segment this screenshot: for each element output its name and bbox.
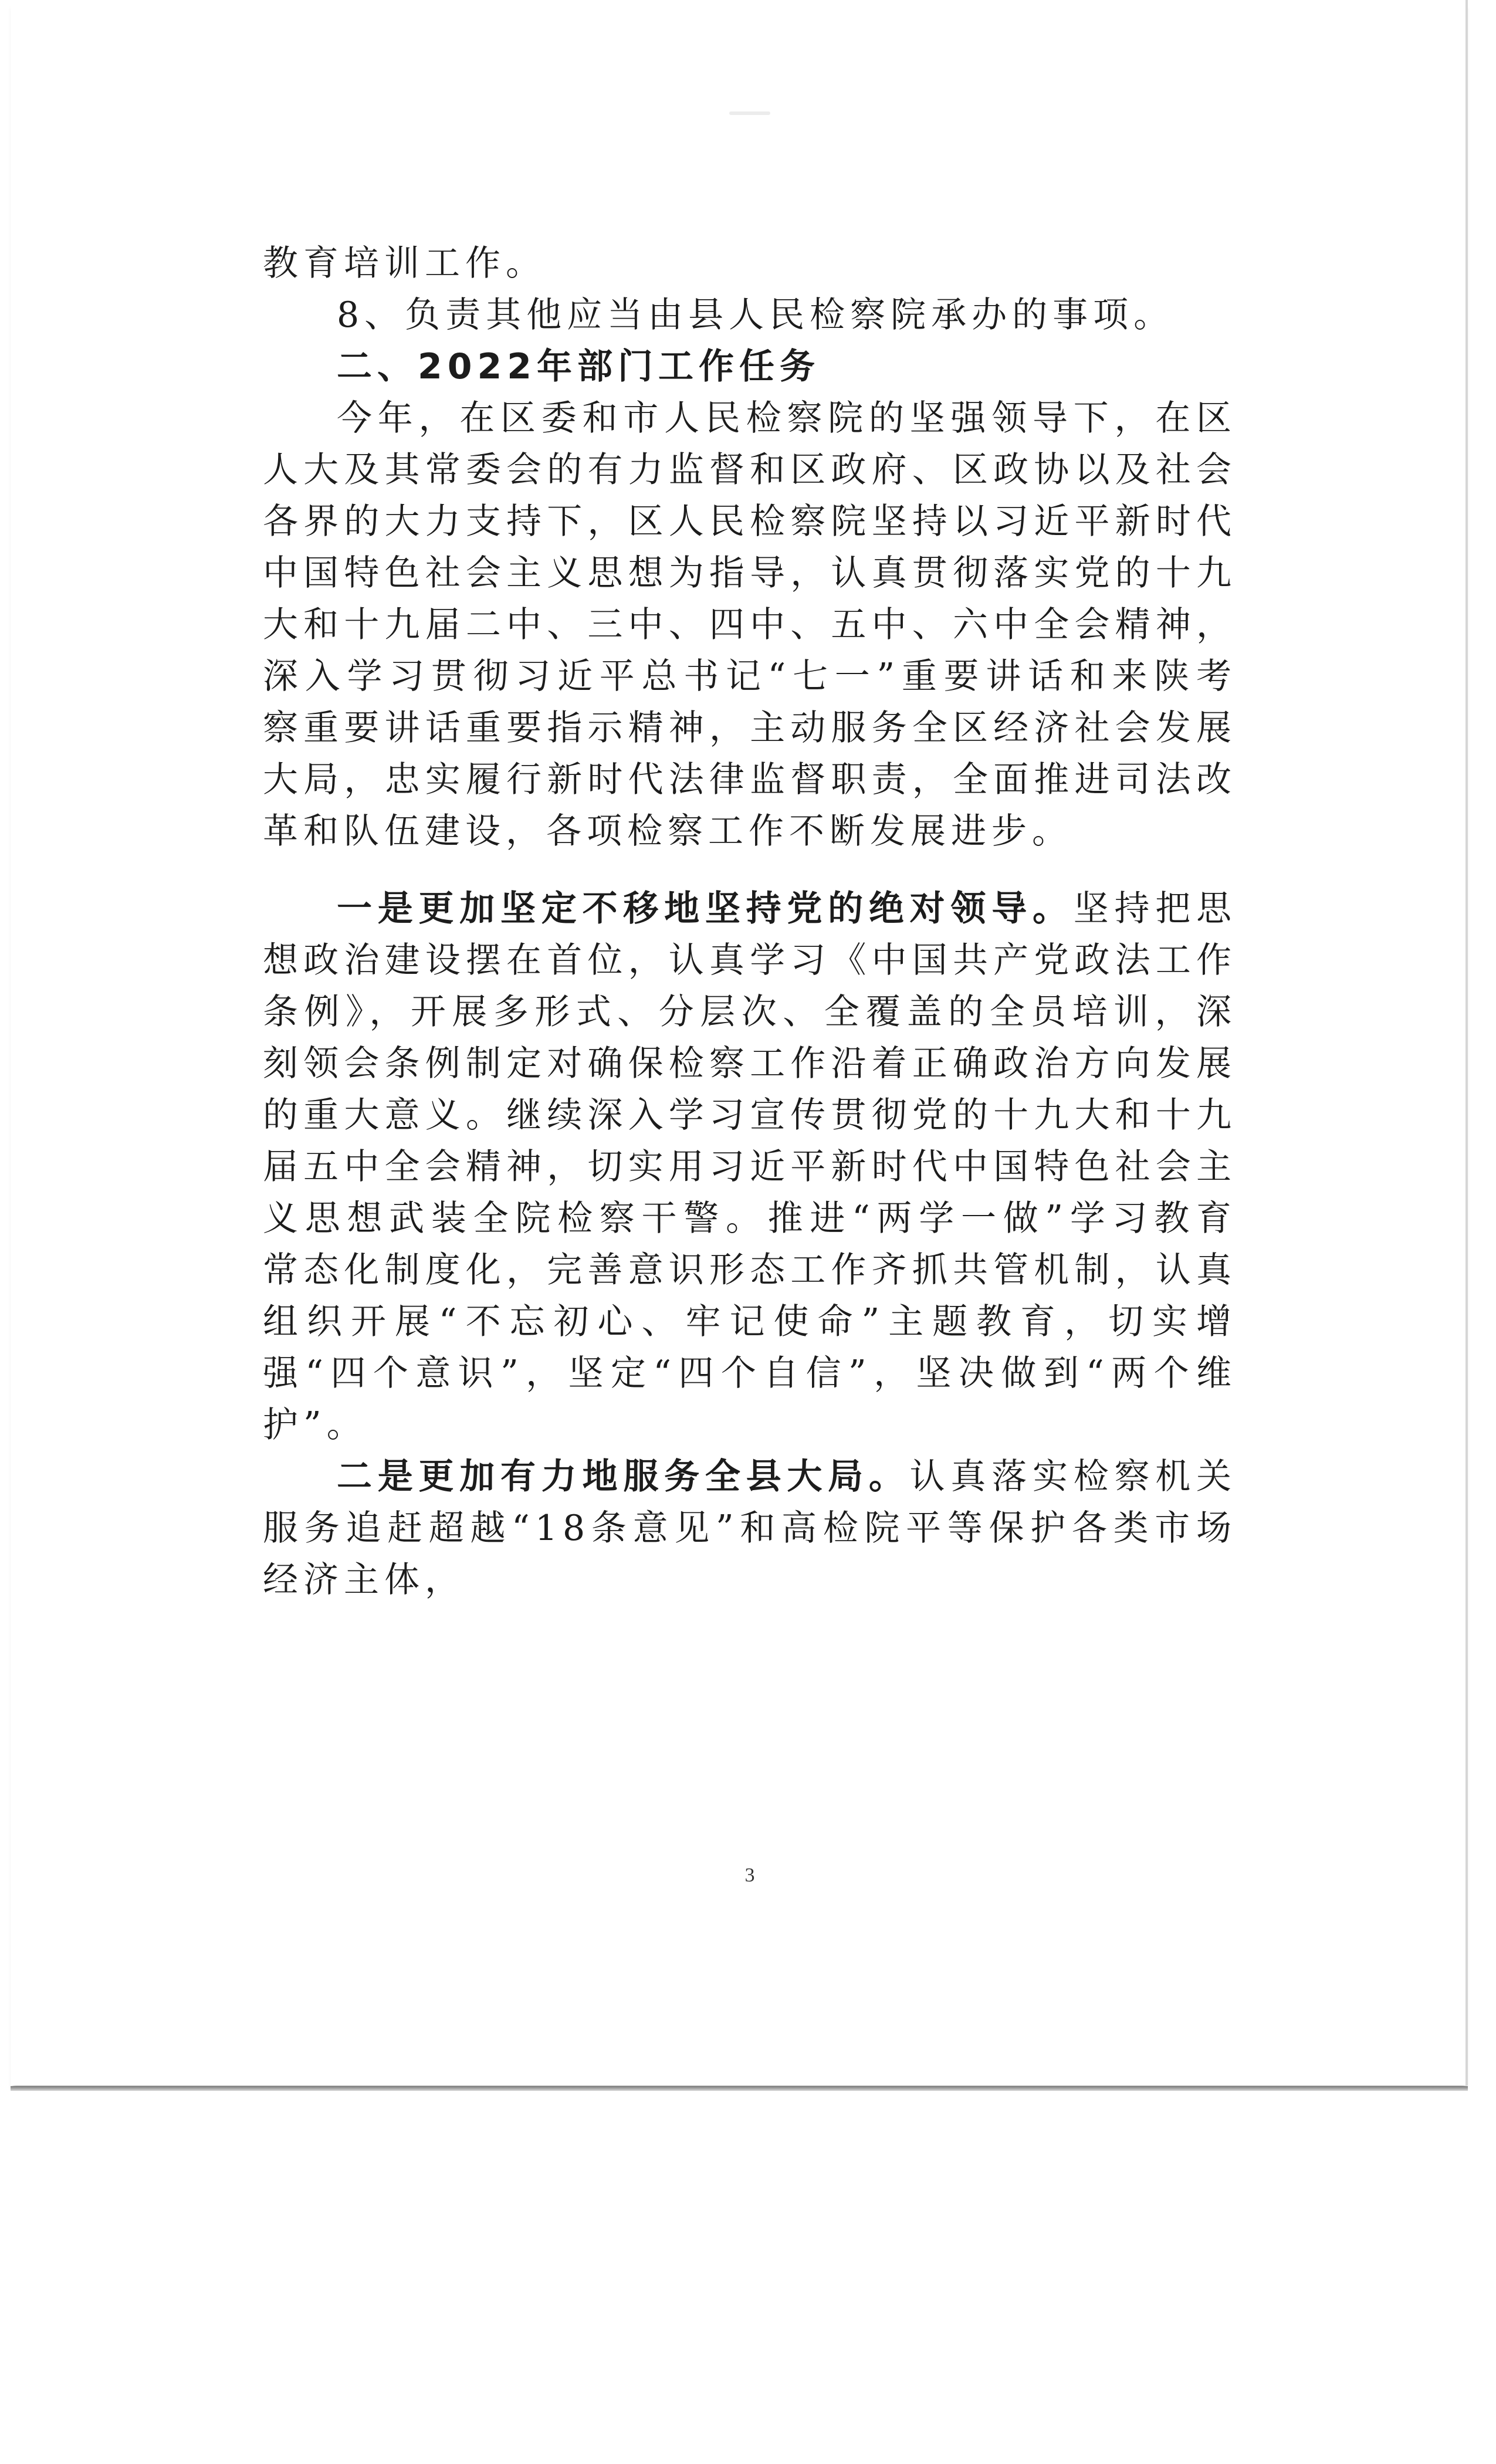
paragraph-item-8 xyxy=(263,289,1237,341)
paragraph-intro xyxy=(263,392,1237,857)
paragraph-text: 认真落实检察机关服务追赶超越“18条意见”和高检院平等保护各类市场经济主体， xyxy=(263,1456,1237,1600)
paragraph-point-1 xyxy=(263,883,1237,1451)
section-heading-text: 二、2022年部门工作任务 xyxy=(337,346,820,387)
document-body xyxy=(263,238,1237,1606)
blank-background xyxy=(0,2091,1496,2464)
document-page xyxy=(11,0,1468,2086)
paragraph-text: 教育培训工作。 xyxy=(263,243,546,284)
paragraph-continuation xyxy=(263,238,1237,289)
page-edge-shadow xyxy=(11,2086,1468,2091)
scan-artifact xyxy=(729,111,770,115)
paragraph-lead: 二是更加有力地服务全县大局。 xyxy=(337,1456,910,1497)
paragraph-text: 今年，在区委和市人民检察院的坚强领导下，在区人大及其常委会的有力监督和区政府、区政协以及社会各界的大力支持下，区人民检察院坚持以习近平新时代中国特色社会主义思想为指导，认真贯彻落实党的十九大和十九届二中、三中、四中、五中、六中全会精神，深入学习贯彻习近平总书记“七一”重要讲话和来陕考察重要讲话重要指示精神，主动服务全区经济社会发展大局，忠实履行新时代法律监督职责，全面推进司法改革和队伍建设，各项检察工作不断发展进步。 xyxy=(263,398,1237,852)
page-number: 3 xyxy=(744,1864,755,1886)
paragraph-text: 坚持把思想政治建设摆在首位，认真学习《中国共产党政法工作条例》，开展多形式、分层次、全覆盖的全员培训，深刻领会条例制定对确保检察工作沿着正确政治方向发展的重大意义。继续深入学习宣传贯彻党的十九大和十九届五中全会精神，切实用习近平新时代中国特色社会主义思想武装全院检察干警。推进“两学一做”学习教育常态化制度化，完善意识形态工作齐抓共管机制，认真组织开展“不忘初心、牢记使命”主题教育，切实增强“四个意识”，坚定“四个自信”，坚决做到“两个维护”。 xyxy=(263,888,1237,1446)
paragraph-text: 8、负责其他应当由县人民检察院承办的事项。 xyxy=(337,295,1175,336)
paragraph-lead: 一是更加坚定不移地坚持党的绝对领导。 xyxy=(337,888,1074,929)
section-heading xyxy=(263,341,1237,392)
paragraph-point-2 xyxy=(263,1451,1237,1606)
